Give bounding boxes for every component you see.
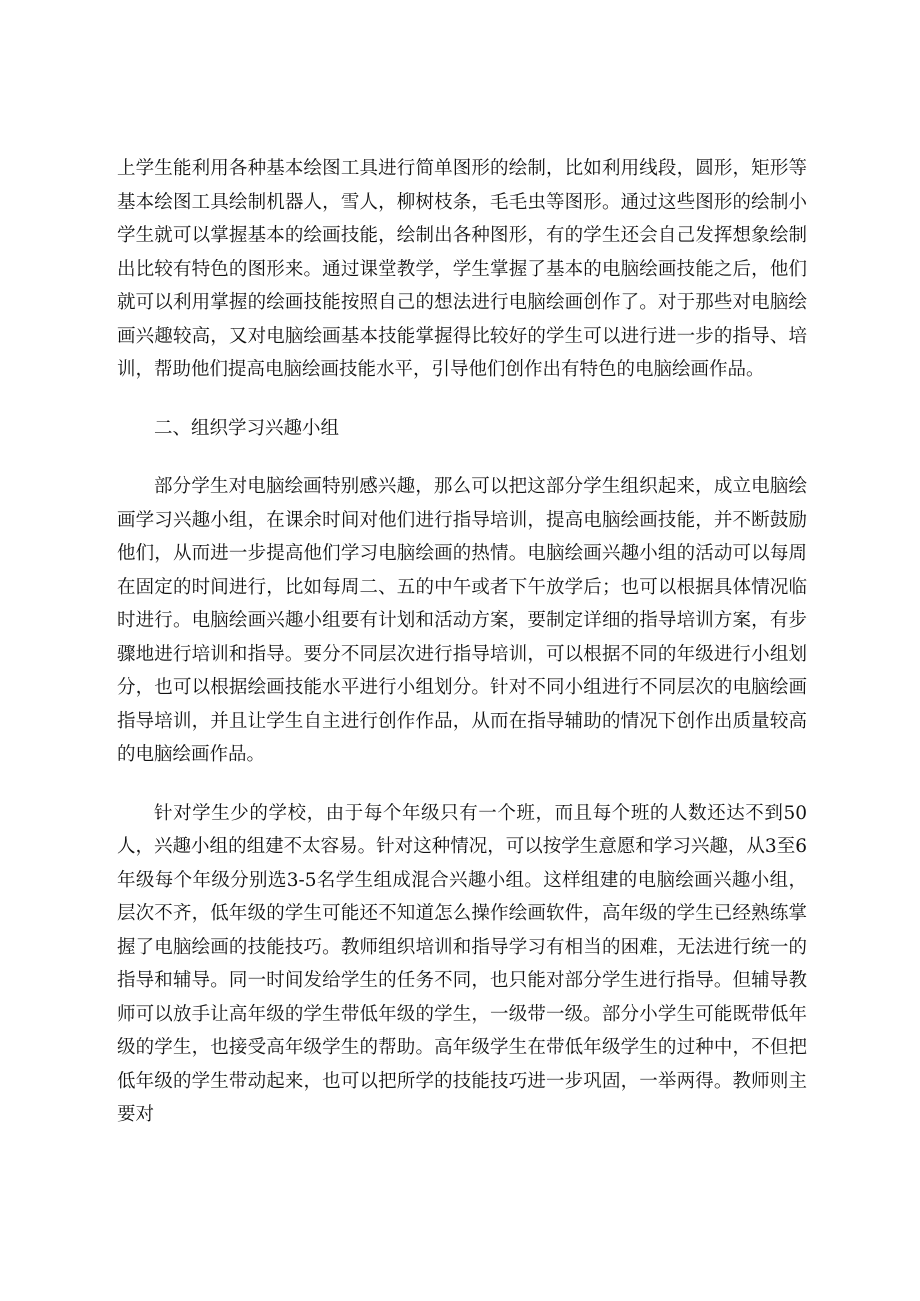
body-paragraph-2: 部分学生对电脑绘画特别感兴趣，那么可以把这部分学生组织起来，成立电脑绘画学习兴趣小组，在课余时间对他们进行指导培训，提高电脑绘画技能，并不断鼓励他们，从而进一步提高他们学习电脑绘画的热情。电脑绘画兴趣小组的活动可以每周在固定的时间进行，比如每周二、五的中午或者下午放学后；也可以根据具体情况临时进行。电脑绘画兴趣小组要有计划和活动方案，要制定详细的指导培训方案，有步骤地进行培训和指导。要分不同层次进行指导培训，可以根据不同的年级进行小组划分，也可以根据绘画技能水平进行小组划分。针对不同小组进行不同层次的电脑绘画指导培训，并且让学生自主进行创作作品，从而在指导辅助的情况下创作出质量较高的电脑绘画作品。 — [117, 476, 807, 765]
section-heading: 二、组织学习兴趣小组 — [154, 417, 340, 439]
body-paragraph-1: 上学生能利用各种基本绘图工具进行简单图形的绘制，比如利用线段，圆形，矩形等基本绘图工具绘制机器人，雪人，柳树枝条，毛毛虫等图形。通过这些图形的绘制小学生就可以掌握基本的绘画技能，绘制出各种图形，有的学生还会自己发挥想象绘制出比较有特色的图形来。通过课堂教学，学生掌握了基本的电脑绘画技能之后，他们就可以利用掌握的绘画技能按照自己的想法进行电脑绘画创作了。对于那些对电脑绘画兴趣较高，又对电脑绘画基本技能掌握得比较好的学生可以进行进一步的指导、培训，帮助他们提高电脑绘画技能水平，引导他们创作出有特色的电脑绘画作品。 — [117, 158, 807, 380]
body-paragraph-3: 针对学生少的学校，由于每个年级只有一个班，而且每个班的人数还达不到50人，兴趣小组的组建不太容易。针对这种情况，可以按学生意愿和学习兴趣，从3至6年级每个年级分别选3-5名学生组成混合兴趣小组。这样组建的电脑绘画兴趣小组，层次不齐，低年级的学生可能还不知道怎么操作绘画软件，高年级的学生已经熟练掌握了电脑绘画的技能技巧。教师组织培训和指导学习有相当的困难，无法进行统一的指导和辅导。同一时间发给学生的任务不同，也只能对部分学生进行指导。但辅导教师可以放手让高年级的学生带低年级的学生，一级带一级。部分小学生可能既带低年级的学生，也接受高年级学生的帮助。高年级学生在带低年级学生的过种中，不但把低年级的学生带动起来，也可以把所学的技能技巧进一步巩固，一举两得。教师则主要对 — [117, 802, 807, 1125]
document-page — [117, 152, 807, 1132]
